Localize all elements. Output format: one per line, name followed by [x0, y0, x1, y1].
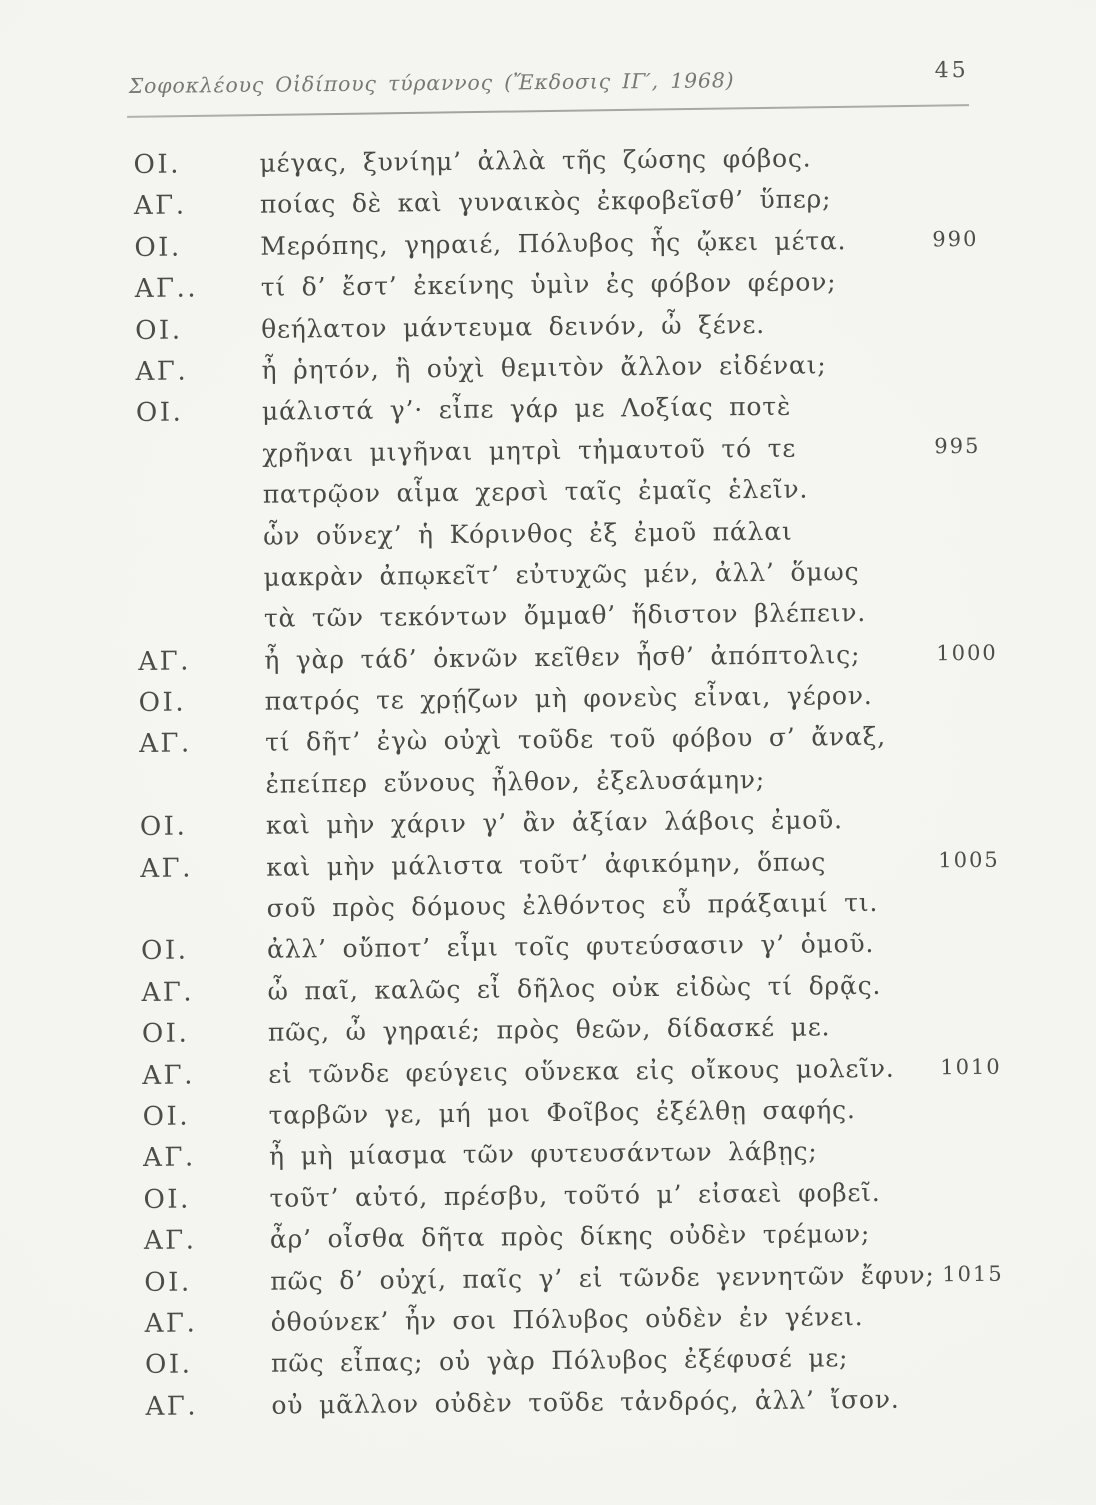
speaker-label: ΑΓ. — [143, 1225, 197, 1257]
speaker-label: ΑΓ. — [141, 977, 195, 1008]
verse-text: πῶς, ὦ γηραιέ; πρὸς θεῶν, δίδασκέ με. — [267, 1012, 831, 1047]
verse-text: πῶς δ’ οὐχί, παῖς γ’ εἰ τῶνδε γεννητῶν ἔφυν; — [270, 1259, 935, 1296]
speaker-label: ΑΓ. — [144, 1308, 198, 1339]
verse-text: μακρὰν ἀπῳκεῖτ’ εὐτυχῶς μέν, ἀλλ’ ὅμως — [263, 556, 860, 592]
verse-text: ἦ μὴ μίασμα τῶν φυτευσάντων λάβῃς; — [268, 1136, 818, 1172]
verse-text: τί δ’ ἔστ’ ἐκείνης ὑμὶν ἐς φόβον φέρον; — [260, 267, 837, 302]
verse-text: ὧν οὕνεχ’ ἡ Κόρινθος ἐξ ἐμοῦ πάλαι — [262, 516, 793, 551]
verse-text: πῶς εἶπας; οὐ γὰρ Πόλυβος ἐξέφυσέ με; — [270, 1343, 849, 1379]
speaker-label: ΟΙ. — [135, 315, 183, 346]
line-number: 990 — [932, 226, 979, 252]
running-title: Σοφοκλέους Οἰδίπους τύραννος (Ἔκδοσις ΙΓ′, 1968) — [128, 68, 735, 99]
verse-text: ἦ γὰρ τάδ’ ὀκνῶν κεῖθεν ἦσθ’ ἀπόπτολις; — [264, 639, 861, 675]
speaker-label: ΟΙ. — [144, 1267, 192, 1298]
verse-text: ἦ ῥητόν, ἢ οὐχὶ θεμιτὸν ἄλλον εἰδέναι; — [261, 350, 827, 385]
verse-text: εἰ τῶνδε φεύγεις οὕνεκα εἰς οἴκους μολεῖν. — [268, 1053, 895, 1089]
verse-text: μάλιστά γ’· εἶπε γάρ με Λοξίας ποτὲ — [261, 392, 792, 427]
verse-text: θεήλατον μάντευμα δεινόν, ὦ ξένε. — [261, 309, 766, 344]
speaker-label: ΑΓ. — [135, 356, 189, 387]
speaker-label: ΑΓ.. — [134, 273, 199, 305]
verse-text: οὐ μᾶλλον οὐδὲν τοῦδε τἀνδρός, ἀλλ’ ἴσον. — [271, 1384, 900, 1420]
line-number: 995 — [934, 433, 981, 459]
verse-text: ἐπείπερ εὔνους ἦλθον, ἐξελυσάμην; — [265, 764, 766, 799]
speaker-label: ΟΙ. — [140, 935, 189, 967]
verse-text: μέγας, ξυνίημ’ ἀλλὰ τῆς ζώσης φόβος. — [259, 143, 812, 178]
speaker-label: ΟΙ. — [143, 1184, 191, 1215]
verse-text: τί δῆτ’ ἐγὼ οὐχὶ τοῦδε τοῦ φόβου σ’ ἄναξ, — [264, 722, 887, 758]
verse-text: ταρβῶν γε, μή μοι Φοῖβος ἐξέλθῃ σαφής. — [268, 1095, 856, 1130]
speaker-label: ΟΙ. — [141, 1018, 190, 1050]
page-number: 45 — [934, 57, 969, 84]
speaker-label: ΟΙ. — [134, 232, 182, 263]
verse-text: σοῦ πρὸς δόμους ἐλθόντος εὖ πράξαιμί τι. — [266, 887, 879, 923]
speaker-label: ΟΙ. — [138, 687, 187, 719]
speaker-label: ΑΓ. — [138, 728, 192, 760]
header-rule — [127, 104, 969, 118]
speaker-label: ΑΓ. — [142, 1142, 196, 1174]
line-number: 1005 — [938, 847, 1000, 872]
speaker-label: ΑΓ. — [145, 1391, 199, 1422]
speaker-label: ΑΓ. — [133, 190, 187, 222]
verse-text: ἆρ’ οἶσθα δῆτα πρὸς δίκης οὐδὲν τρέμων; — [269, 1219, 871, 1254]
verse-text: ἀλλ’ οὔποτ’ εἶμι τοῖς φυτεύσασιν γ’ ὁμοῦ. — [266, 929, 875, 965]
speaker-label: ΟΙ. — [135, 397, 184, 429]
verse-text: τὰ τῶν τεκόντων ὄμμαθ’ ἥδιστον βλέπειν. — [263, 598, 867, 634]
verse-block — [1, 137, 1096, 1431]
verse-text: ὦ παῖ, καλῶς εἶ δῆλος οὐκ εἰδὼς τί δρᾷς. — [267, 970, 882, 1006]
speaker-label: ΟΙ. — [139, 811, 188, 843]
verse-text: ὁθούνεκ’ ἦν σοι Πόλυβος οὐδὲν ἐν γένει. — [270, 1301, 864, 1337]
verse-text: ποίας δὲ καὶ γυναικὸς ἐκφοβεῖσθ’ ὕπερ; — [259, 184, 832, 220]
speaker-label: ΟΙ. — [133, 149, 182, 180]
verse-text: χρῆναι μιγῆναι μητρὶ τἠμαυτοῦ τό τε — [262, 433, 797, 468]
verse-text: πατρός τε χρῄζων μὴ φονεὺς εἶναι, γέρον. — [264, 680, 873, 716]
verse-text: πατρῷον αἷμα χερσὶ ταῖς ἐμαῖς ἑλεῖν. — [262, 474, 809, 509]
speaker-label: ΑΓ. — [140, 853, 194, 884]
speaker-label: ΑΓ. — [138, 646, 192, 677]
speaker-label: ΟΙ. — [144, 1349, 193, 1381]
line-number: 1010 — [940, 1054, 1002, 1079]
verse-text: Μερόπης, γηραιέ, Πόλυβος ἧς ᾤκει μέτα. — [260, 225, 847, 261]
verse-text: καὶ μὴν χάριν γ’ ἂν ἀξίαν λάβοις ἐμοῦ. — [265, 805, 843, 840]
page-header — [1, 57, 1096, 108]
verse-text: καὶ μὴν μάλιστα τοῦτ’ ἀφικόμην, ὅπως — [266, 847, 827, 882]
verse-text: τοῦτ’ αὐτό, πρέσβυ, τοῦτό μ’ εἰσαεὶ φοβεῖ. — [269, 1177, 881, 1213]
line-number: 1000 — [936, 640, 998, 665]
line-number: 1015 — [942, 1261, 1004, 1286]
speaker-label: ΑΓ. — [142, 1060, 196, 1091]
speaker-label: ΟΙ. — [142, 1101, 191, 1132]
